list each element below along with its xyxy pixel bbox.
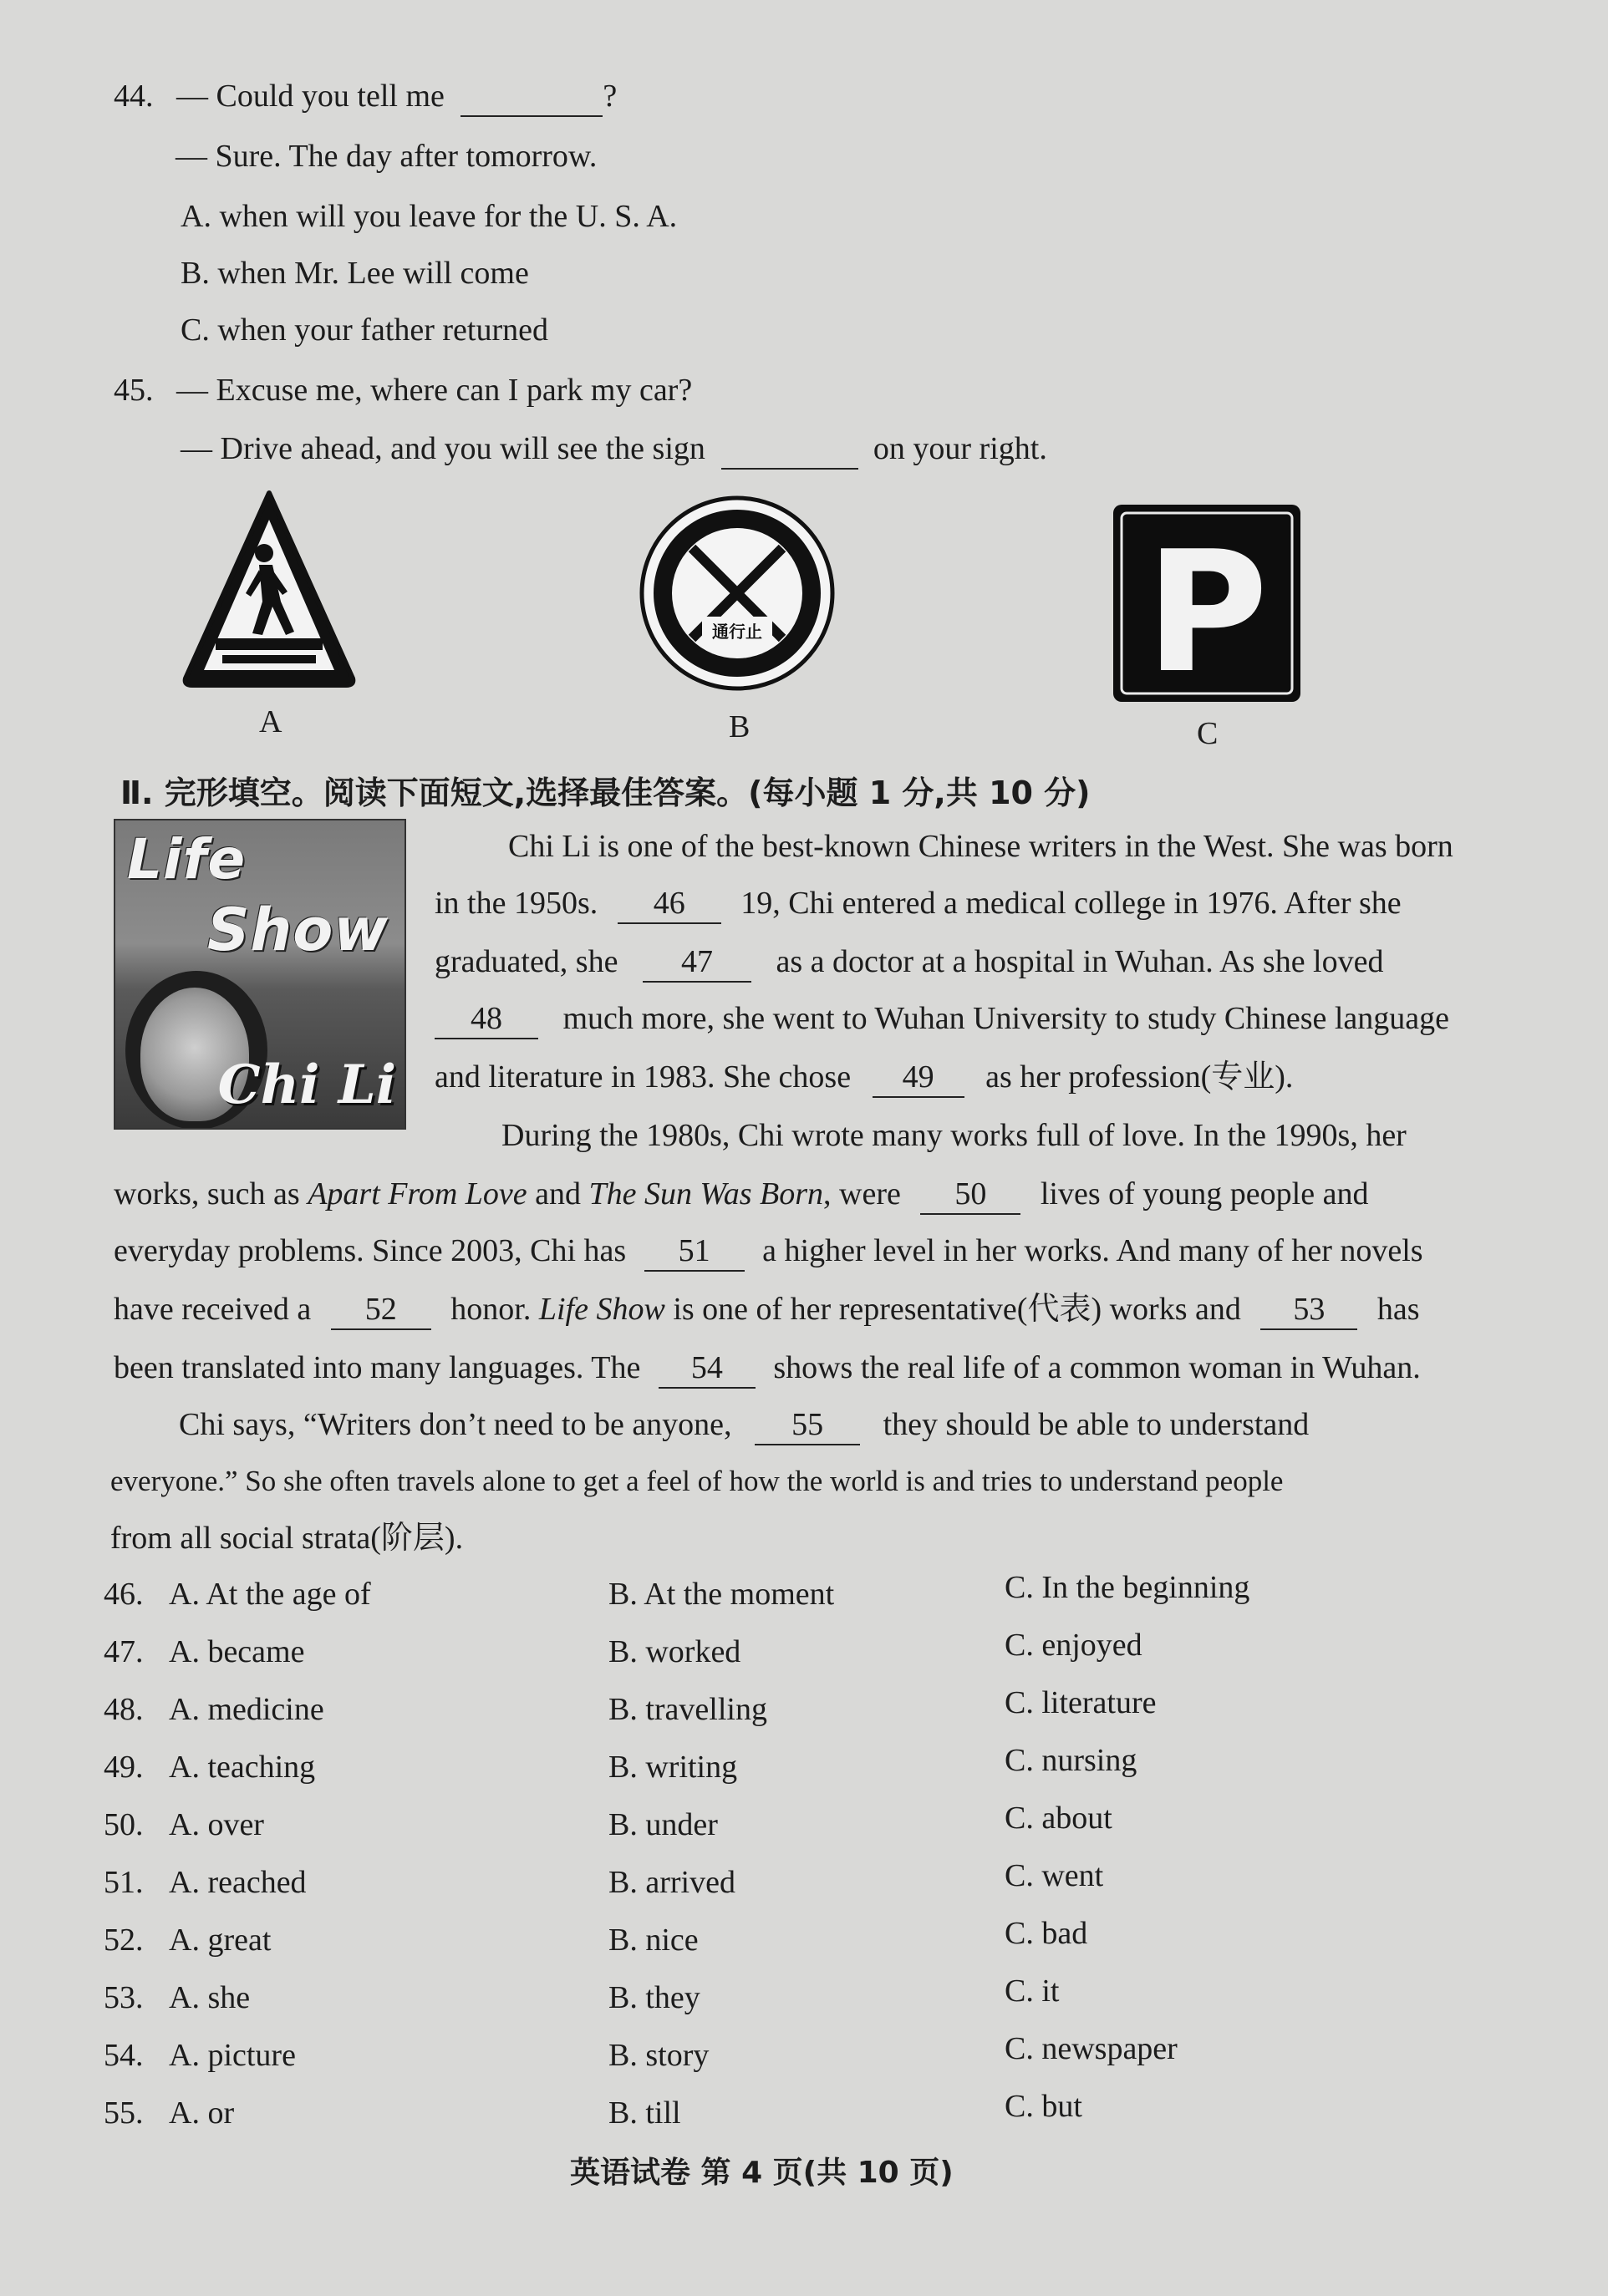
sign-b-text: 通行止 (712, 622, 762, 642)
passage-text: is one of her representative(代表) works and (673, 1292, 1241, 1327)
book-title: Life Show (538, 1292, 665, 1327)
passage-text: as her profession(专业). (985, 1059, 1294, 1095)
choice-option-c: C. went (1005, 1858, 1104, 1893)
choice-option-b: B. writing (608, 1750, 738, 1785)
choice-number: 46. (104, 1577, 144, 1612)
choice-option-b: B. travelling (608, 1692, 767, 1727)
question-44-reply: — Sure. The day after tomorrow. (176, 139, 598, 174)
choice-number: 53. (104, 1980, 144, 2015)
reply-start: — Drive ahead, and you will see the sign (181, 431, 705, 466)
pedestrian-crossing-sign-icon (179, 485, 359, 693)
passage-line (114, 1175, 1368, 1215)
book-author: Chi Li (217, 1054, 396, 1116)
passage-line: everyone.” So she often travels alone to get a feel of how the world is and tries to understand people (110, 1465, 1284, 1497)
passage-line (435, 1058, 1293, 1098)
passage-line (435, 942, 1383, 983)
choice-number: 55. (104, 2095, 144, 2131)
choice-option-c: C. newspaper (1005, 2031, 1178, 2066)
blank-52: 52 (331, 1290, 431, 1330)
passage-text: works, such as (114, 1176, 300, 1211)
passage-text: lives of young people and (1040, 1176, 1369, 1211)
passage-text: , were (823, 1176, 901, 1211)
choice-number: 51. (104, 1865, 144, 1900)
choice-option-a: A. or (169, 2095, 235, 2131)
passage-line: Chi Li is one of the best-known Chinese writers in the West. She was born (508, 829, 1453, 864)
passage-text: much more, she went to Wuhan University to study Chinese language (562, 1001, 1450, 1036)
choice-option-c: C. literature (1005, 1685, 1157, 1720)
blank-53: 53 (1260, 1290, 1357, 1330)
choice-option-a: A. medicine (169, 1692, 324, 1727)
passage-line: from all social strata(阶层). (110, 1521, 464, 1556)
choice-option-b: B. they (608, 1980, 700, 2015)
passage-line (114, 1290, 1420, 1330)
passage-text: and (535, 1176, 582, 1211)
choice-option-c: C. but (1005, 2089, 1082, 2124)
passage-text: Chi says, “Writers don’t need to be anyone, (179, 1407, 732, 1442)
question-end: ? (603, 79, 618, 114)
choice-option-b: B. arrived (608, 1865, 735, 1900)
choice-number: 50. (104, 1807, 144, 1842)
choice-option-c: C. it (1005, 1973, 1060, 2009)
choice-option-c: C. bad (1005, 1916, 1088, 1951)
sign-label-a: A (259, 704, 282, 739)
answer-blank (721, 429, 858, 470)
question-number: 44. (114, 79, 154, 114)
choice-option-a: A. she (169, 1980, 251, 2015)
blank-48: 48 (435, 999, 538, 1039)
choice-number: 52. (104, 1923, 144, 1958)
sign-label-b: B (729, 709, 751, 744)
passage-line (114, 1349, 1421, 1389)
question-45-reply (181, 429, 1047, 470)
choice-option-a: A. great (169, 1923, 272, 1958)
choice-option-b: B. At the moment (608, 1577, 835, 1612)
section-heading: Ⅱ. 完形填空。阅读下面短文,选择最佳答案。(每小题 1 分,共 10 分) (120, 775, 1091, 811)
answer-blank (461, 77, 603, 117)
choice-option-b: B. worked (608, 1634, 741, 1669)
choice-option-b: B. till (608, 2095, 681, 2131)
question-number: 45. (114, 373, 154, 408)
blank-55: 55 (755, 1405, 860, 1445)
blank-51: 51 (644, 1232, 745, 1272)
passage-text: as a doctor at a hospital in Wuhan. As she loved (776, 944, 1384, 979)
passage-text: has (1376, 1292, 1420, 1327)
passage-text: shows the real life of a common woman in Wuhan. (773, 1350, 1421, 1385)
choice-option-a: A. At the age of (169, 1577, 371, 1612)
choice-number: 47. (104, 1634, 144, 1669)
blank-50: 50 (920, 1175, 1020, 1215)
reply-end: on your right. (873, 431, 1047, 466)
no-entry-sign-icon (639, 495, 836, 692)
passage-text: in the 1950s. (435, 886, 598, 921)
choice-option-b: B. nice (608, 1923, 699, 1958)
choice-option-c: C. In the beginning (1005, 1570, 1250, 1605)
book-title-line1: Life (127, 827, 247, 891)
passage-line (114, 1232, 1423, 1272)
blank-49: 49 (873, 1058, 964, 1098)
choice-option-a: A. over (169, 1807, 264, 1842)
parking-sign-icon (1112, 503, 1302, 704)
choice-option-a: A. became (169, 1634, 305, 1669)
choice-option-b: B. story (608, 2038, 710, 2073)
passage-text: a higher level in her works. And many of her novels (762, 1233, 1423, 1268)
passage-text: been translated into many languages. The (114, 1350, 641, 1385)
option-c: C. when your father returned (181, 312, 549, 348)
passage-line (179, 1405, 1309, 1445)
passage-text: everyday problems. Since 2003, Chi has (114, 1233, 627, 1268)
passage-line: During the 1980s, Chi wrote many works full of love. In the 1990s, her (501, 1118, 1407, 1153)
question-44 (114, 77, 617, 117)
option-a: A. when will you leave for the U. S. A. (181, 199, 678, 234)
choice-option-c: C. enjoyed (1005, 1628, 1142, 1663)
sign-c-text: P (1145, 516, 1269, 704)
question-prompt: — Could you tell me (176, 79, 445, 114)
question-prompt: — Excuse me, where can I park my car? (176, 373, 693, 408)
choice-option-a: A. reached (169, 1865, 307, 1900)
passage-line (435, 999, 1449, 1039)
passage-text: and literature in 1983. She chose (435, 1059, 852, 1095)
passage-text: have received a (114, 1292, 312, 1327)
book-title: Apart From Love (308, 1176, 527, 1211)
book-cover-image (114, 819, 406, 1130)
passage-line (435, 884, 1402, 924)
option-b: B. when Mr. Lee will come (181, 256, 529, 291)
book-title: The Sun Was Born (588, 1176, 824, 1211)
passage-text: 19, Chi entered a medical college in 1976. After she (740, 886, 1402, 921)
choice-option-c: C. nursing (1005, 1743, 1137, 1778)
choice-option-a: A. teaching (169, 1750, 316, 1785)
choice-option-b: B. under (608, 1807, 718, 1842)
choice-number: 54. (104, 2038, 144, 2073)
page-footer: 英语试卷 第 4 页(共 10 页) (570, 2156, 954, 2190)
choice-option-a: A. picture (169, 2038, 296, 2073)
question-45 (114, 371, 692, 409)
blank-47: 47 (643, 942, 751, 983)
passage-text: graduated, she (435, 944, 618, 979)
choice-number: 49. (104, 1750, 144, 1785)
choice-option-c: C. about (1005, 1801, 1112, 1836)
book-title-line2: Show (207, 896, 389, 964)
blank-54: 54 (659, 1349, 756, 1389)
blank-46: 46 (618, 884, 721, 924)
sign-label-c: C (1197, 716, 1219, 751)
passage-text: they should be able to understand (883, 1407, 1310, 1442)
choice-number: 48. (104, 1692, 144, 1727)
passage-text: honor. (450, 1292, 532, 1327)
